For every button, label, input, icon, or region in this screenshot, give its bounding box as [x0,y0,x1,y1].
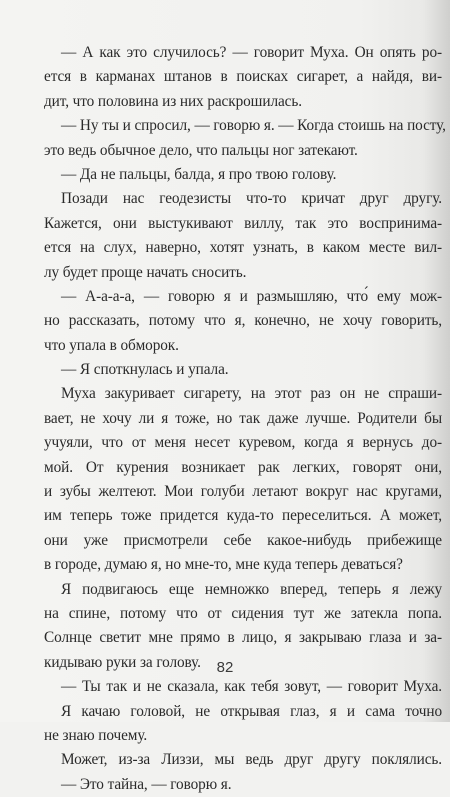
text-line: — Ну ты и спросил, — говорю я. — Когда стоишь на посту, [61,117,446,135]
text-line: — А-а-а-а, — говорю я и размышляю, что́ ему мож- [61,287,442,305]
text-line: они уже присмотрели себе какое-нибудь прибежище [44,531,442,549]
text-line: Солнце светит мне прямо в лицо, я закрываю глаза и за- [44,629,442,647]
text-line: — Да не пальцы, балда, я про твою голову. [61,165,337,183]
text-line: в городе, думаю я, но мне-то, мне куда теперь деваться? [44,556,403,574]
text-line: дит, что половина из них раскрошилась. [44,92,302,110]
text-line: Может, из-за Лиззи, мы ведь друг другу поклялись. [61,751,442,769]
text-line: ется в карманах штанов в поисках сигарет, а найдя, ви- [44,68,442,86]
text-line: и зубы желтеют. Мои голуби летают вокруг нас кругами, [44,483,442,501]
text-line: что упала в обморок. [44,336,179,354]
text-line: Кажется, они выстукивают виллу, так это воспринима- [44,214,442,232]
text-line: — Это тайна, — говорю я. [61,775,232,793]
text-line: это ведь обычное дело, что пальцы ног затекают. [44,141,358,159]
text-line: Муха закуривает сигарету, на этот раз он не спраши- [61,385,442,403]
text-line: кидываю руки за голову. [44,653,201,671]
page-number: 82 [216,659,234,676]
text-line: Я качаю головой, не открывая глаз, я и сама точно [61,702,442,720]
text-line: им теперь тоже придется куда-то переселиться. А может, [44,507,442,525]
text-line: ется на слух, наверно, хотят узнать, в каком месте вил- [44,239,442,257]
text-line: — А как это случилось? — говорит Муха. Он опять ро- [61,44,442,61]
text-line: вает, не хочу ли я тоже, но так даже лучше. Родители бы [44,409,442,427]
text-line: не знаю почему. [44,726,148,744]
text-line: Позади нас геодезисты что-то кричат друг другу. [61,190,442,208]
text-line: на спине, потому что от сидения тут же затекла попа. [44,604,442,622]
text-line: учуяли, что от меня несет куревом, когда я вернусь до- [44,434,442,452]
body-text [44,41,446,797]
text-line: мой. От курения возникает рак легких, говорят они, [44,458,442,476]
text-line: — Я споткнулась и упала. [61,361,229,379]
text-line: — Ты так и не сказала, как тебя зовут, — говорит Муха. [61,678,442,696]
text-line: лу будет проще начать сносить. [44,263,247,281]
text-line: но рассказать, потому что я, конечно, не хочу говорить, [44,312,442,330]
text-line: Я подвигаюсь еще немножко вперед, теперь я лежу [61,580,442,598]
